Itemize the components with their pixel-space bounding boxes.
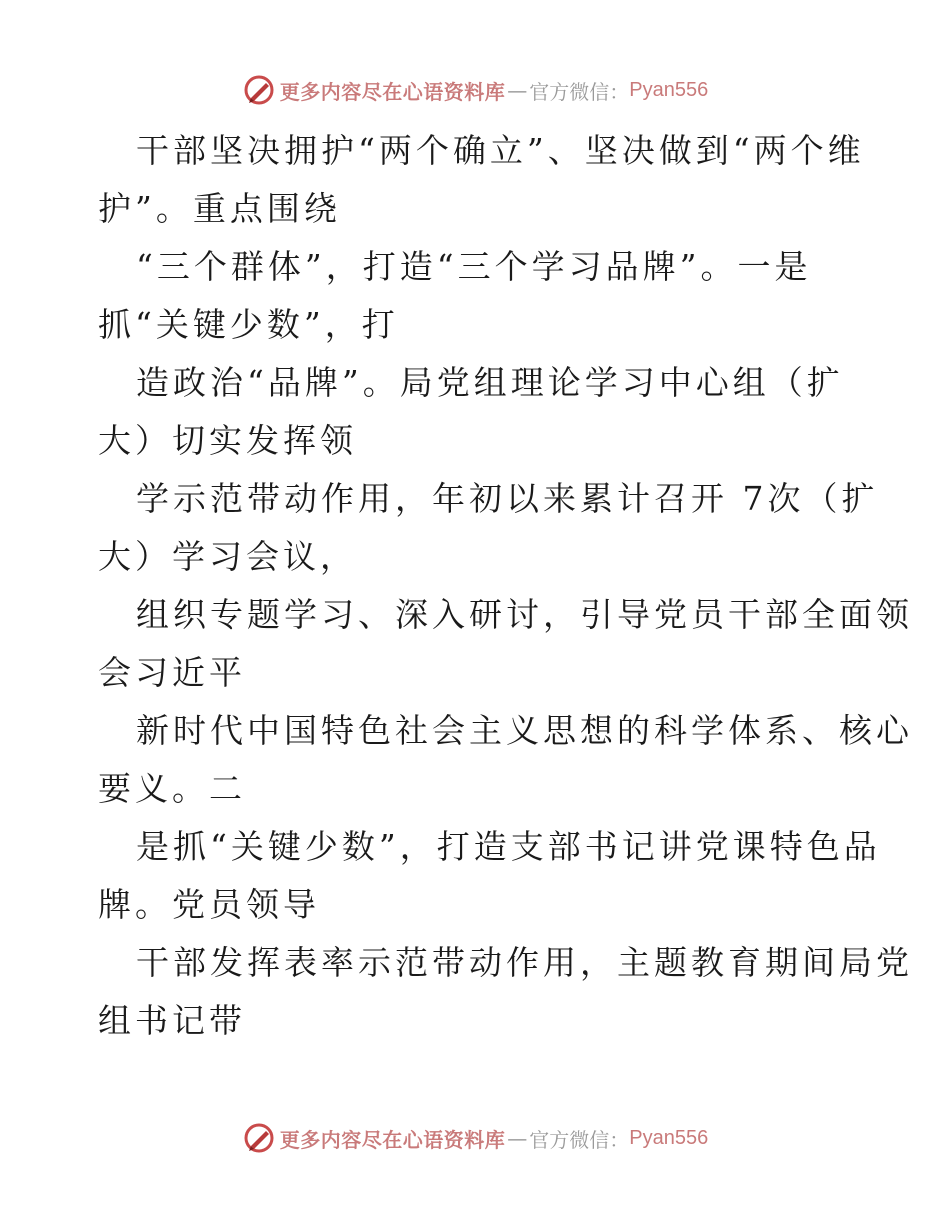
text-line: 护”。重点围绕 [98,189,341,228]
text-line: “三个群体”，打造“三个学习品牌”。一是 [136,247,812,286]
watermark-wechat-label: 官方微信： [529,79,630,104]
text-line: 组织专题学习、深入研讨，引导党员干部全面领 [136,595,913,634]
text-line: 是抓“关键少数”，打造支部书记讲党课特色品 [136,827,881,866]
text-line: 抓“关键少数”，打 [98,305,399,344]
text-line: 造政治“品牌”。局党组理论学习中心组（扩 [136,363,844,402]
text-line: 学示范带动作用，年初以来累计召开 7次（扩 [136,479,879,518]
watermark-wechat-id: Pyan556 [629,78,709,101]
text-line: 牌。党员领导 [98,885,320,924]
text-line: 大）学习会议， [98,537,357,576]
watermark-separator: — [507,1126,528,1150]
text-line: 新时代中国特色社会主义思想的科学体系、核心 [136,711,913,750]
document-body [98,122,913,1050]
watermark-site-text: 更多内容尽在心语资料库 [279,79,506,104]
text-line: 组书记带 [98,1001,246,1040]
footer-watermark [0,1118,950,1158]
watermark-site-text: 更多内容尽在心语资料库 [279,1127,506,1152]
pen-logo-icon [242,73,276,107]
watermark-separator: — [507,78,528,102]
text-line: 会习近平 [98,653,246,692]
watermark-wechat-label: 官方微信： [529,1127,630,1152]
pen-logo-icon [242,1121,276,1155]
text-line: 干部坚决拥护“两个确立”、坚决做到“两个维 [136,131,865,170]
text-line: 要义。二 [98,769,246,808]
watermark-wechat-id: Pyan556 [629,1126,709,1149]
text-line: 干部发挥表率示范带动作用，主题教育期间局党 [136,943,913,982]
header-watermark [0,70,950,110]
text-line: 大）切实发挥领 [98,421,357,460]
